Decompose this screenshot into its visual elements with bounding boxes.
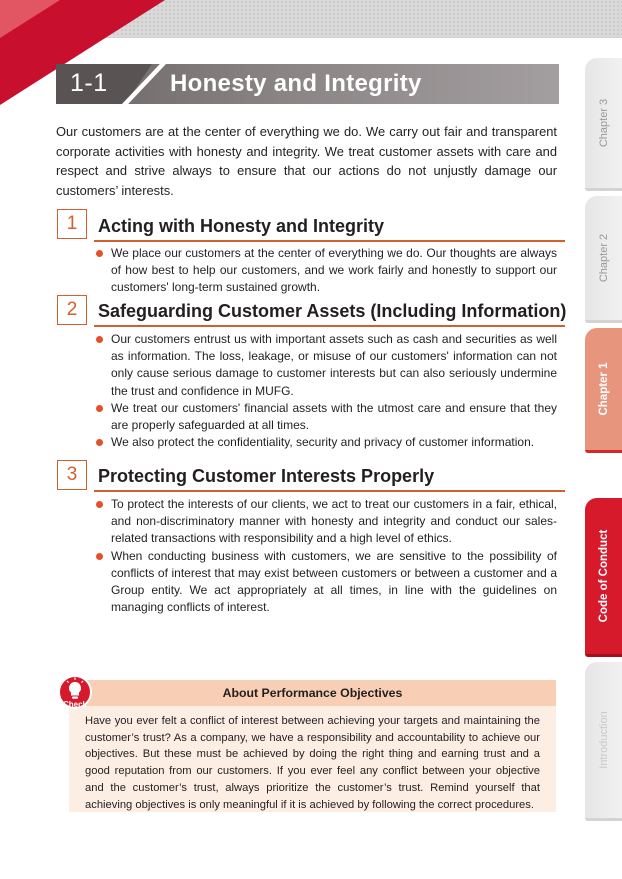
check-callout-title: About Performance Objectives <box>222 686 403 700</box>
check-callout-text: Have you ever felt a conflict of interest between achieving your targets and maintaining the customer’s trust? As a company, we have a responsibility and accountability to achieve our objectives. But these must be achieved by doing the right thing and earning trust and a good reputation from our customers. If you ever feel any conflict between your objective and the customer’s trust, always prioritize the customer’s trust. Remind yourself that achieving objectives is only meaningful if it is achieved by following the correct procedures. <box>85 715 540 811</box>
check-callout <box>69 680 556 812</box>
intro-paragraph: Our customers are at the center of everything we do. We carry out fair and transparent corporate activities with honesty and integrity. We treat customer assets with care and respect and strive always to ensure that our actions do not unjustly damage our customers’ interests. <box>56 124 557 198</box>
list-item: When conducting business with customers, we are sensitive to the possibility of conflicts of interest that may exist between customers or between a customer and a Group entity. We act appropriately at all times, in line with the guidelines on managing conflicts of interest. <box>94 548 557 617</box>
page-title: Honesty and Integrity <box>170 70 422 97</box>
list-item: We also protect the confidentiality, security and privacy of customer information. <box>94 434 557 451</box>
section-number: 1-1 <box>70 69 108 97</box>
section-3-title: Protecting Customer Interests Properly <box>98 466 435 486</box>
list-item: We place our customers at the center of everything we do. Our thoughts are always of how best to help our customers, and we work fairly and honestly to support our customers' long-term sustained growth. <box>94 245 557 297</box>
check-callout-header <box>69 680 556 706</box>
list-item: Our customers entrust us with important assets such as cash and securities as well as information. The loss, leakage, or misuse of our customers' information can not only cause serious damage to customer interests but can also seriously undermine the trust and confidence in MUFG. <box>94 331 557 400</box>
side-tab-code-of-conduct[interactable] <box>585 498 622 657</box>
side-tab-introduction[interactable] <box>585 662 622 821</box>
side-tab-label: Chapter 1 <box>597 362 610 416</box>
side-tab-label: Code of Conduct <box>597 529 610 623</box>
section-1-bullets <box>94 245 557 297</box>
list-item: We treat our customers' financial assets with the utmost care and ensure that they are properly safeguarded at all times. <box>94 400 557 434</box>
section-2-bullets <box>94 331 557 451</box>
section-1-rule <box>94 240 565 242</box>
section-title-bar <box>56 64 559 104</box>
section-2-title: Safeguarding Customer Assets (Including Information) <box>98 301 567 321</box>
badge-label: Check <box>62 700 88 709</box>
section-3-number: 3 <box>57 460 87 490</box>
lightbulb-check-badge <box>55 674 95 716</box>
side-tab-chapter-2[interactable] <box>585 196 622 323</box>
corner-highlight-triangle <box>0 0 60 38</box>
list-item: To protect the interests of our clients, we act to treat our customers in a fair, ethical, and non-discriminatory manner with honesty and integrity and conduct our sales-related transactions with responsibility and a high level of ethics. <box>94 496 557 548</box>
section-3-bullets <box>94 496 557 616</box>
section-2-number: 2 <box>57 295 87 325</box>
section-1-number: 1 <box>57 209 87 239</box>
side-tab-label: Introduction <box>597 711 610 769</box>
section-2-rule <box>94 325 565 327</box>
section-1-title: Acting with Honesty and Integrity <box>98 216 385 236</box>
side-tab-chapter-1[interactable] <box>585 328 622 453</box>
side-tab-label: Chapter 2 <box>597 233 610 283</box>
section-3-rule <box>94 490 565 492</box>
side-tab-chapter-3[interactable] <box>585 58 622 191</box>
side-tab-label: Chapter 3 <box>597 98 610 148</box>
